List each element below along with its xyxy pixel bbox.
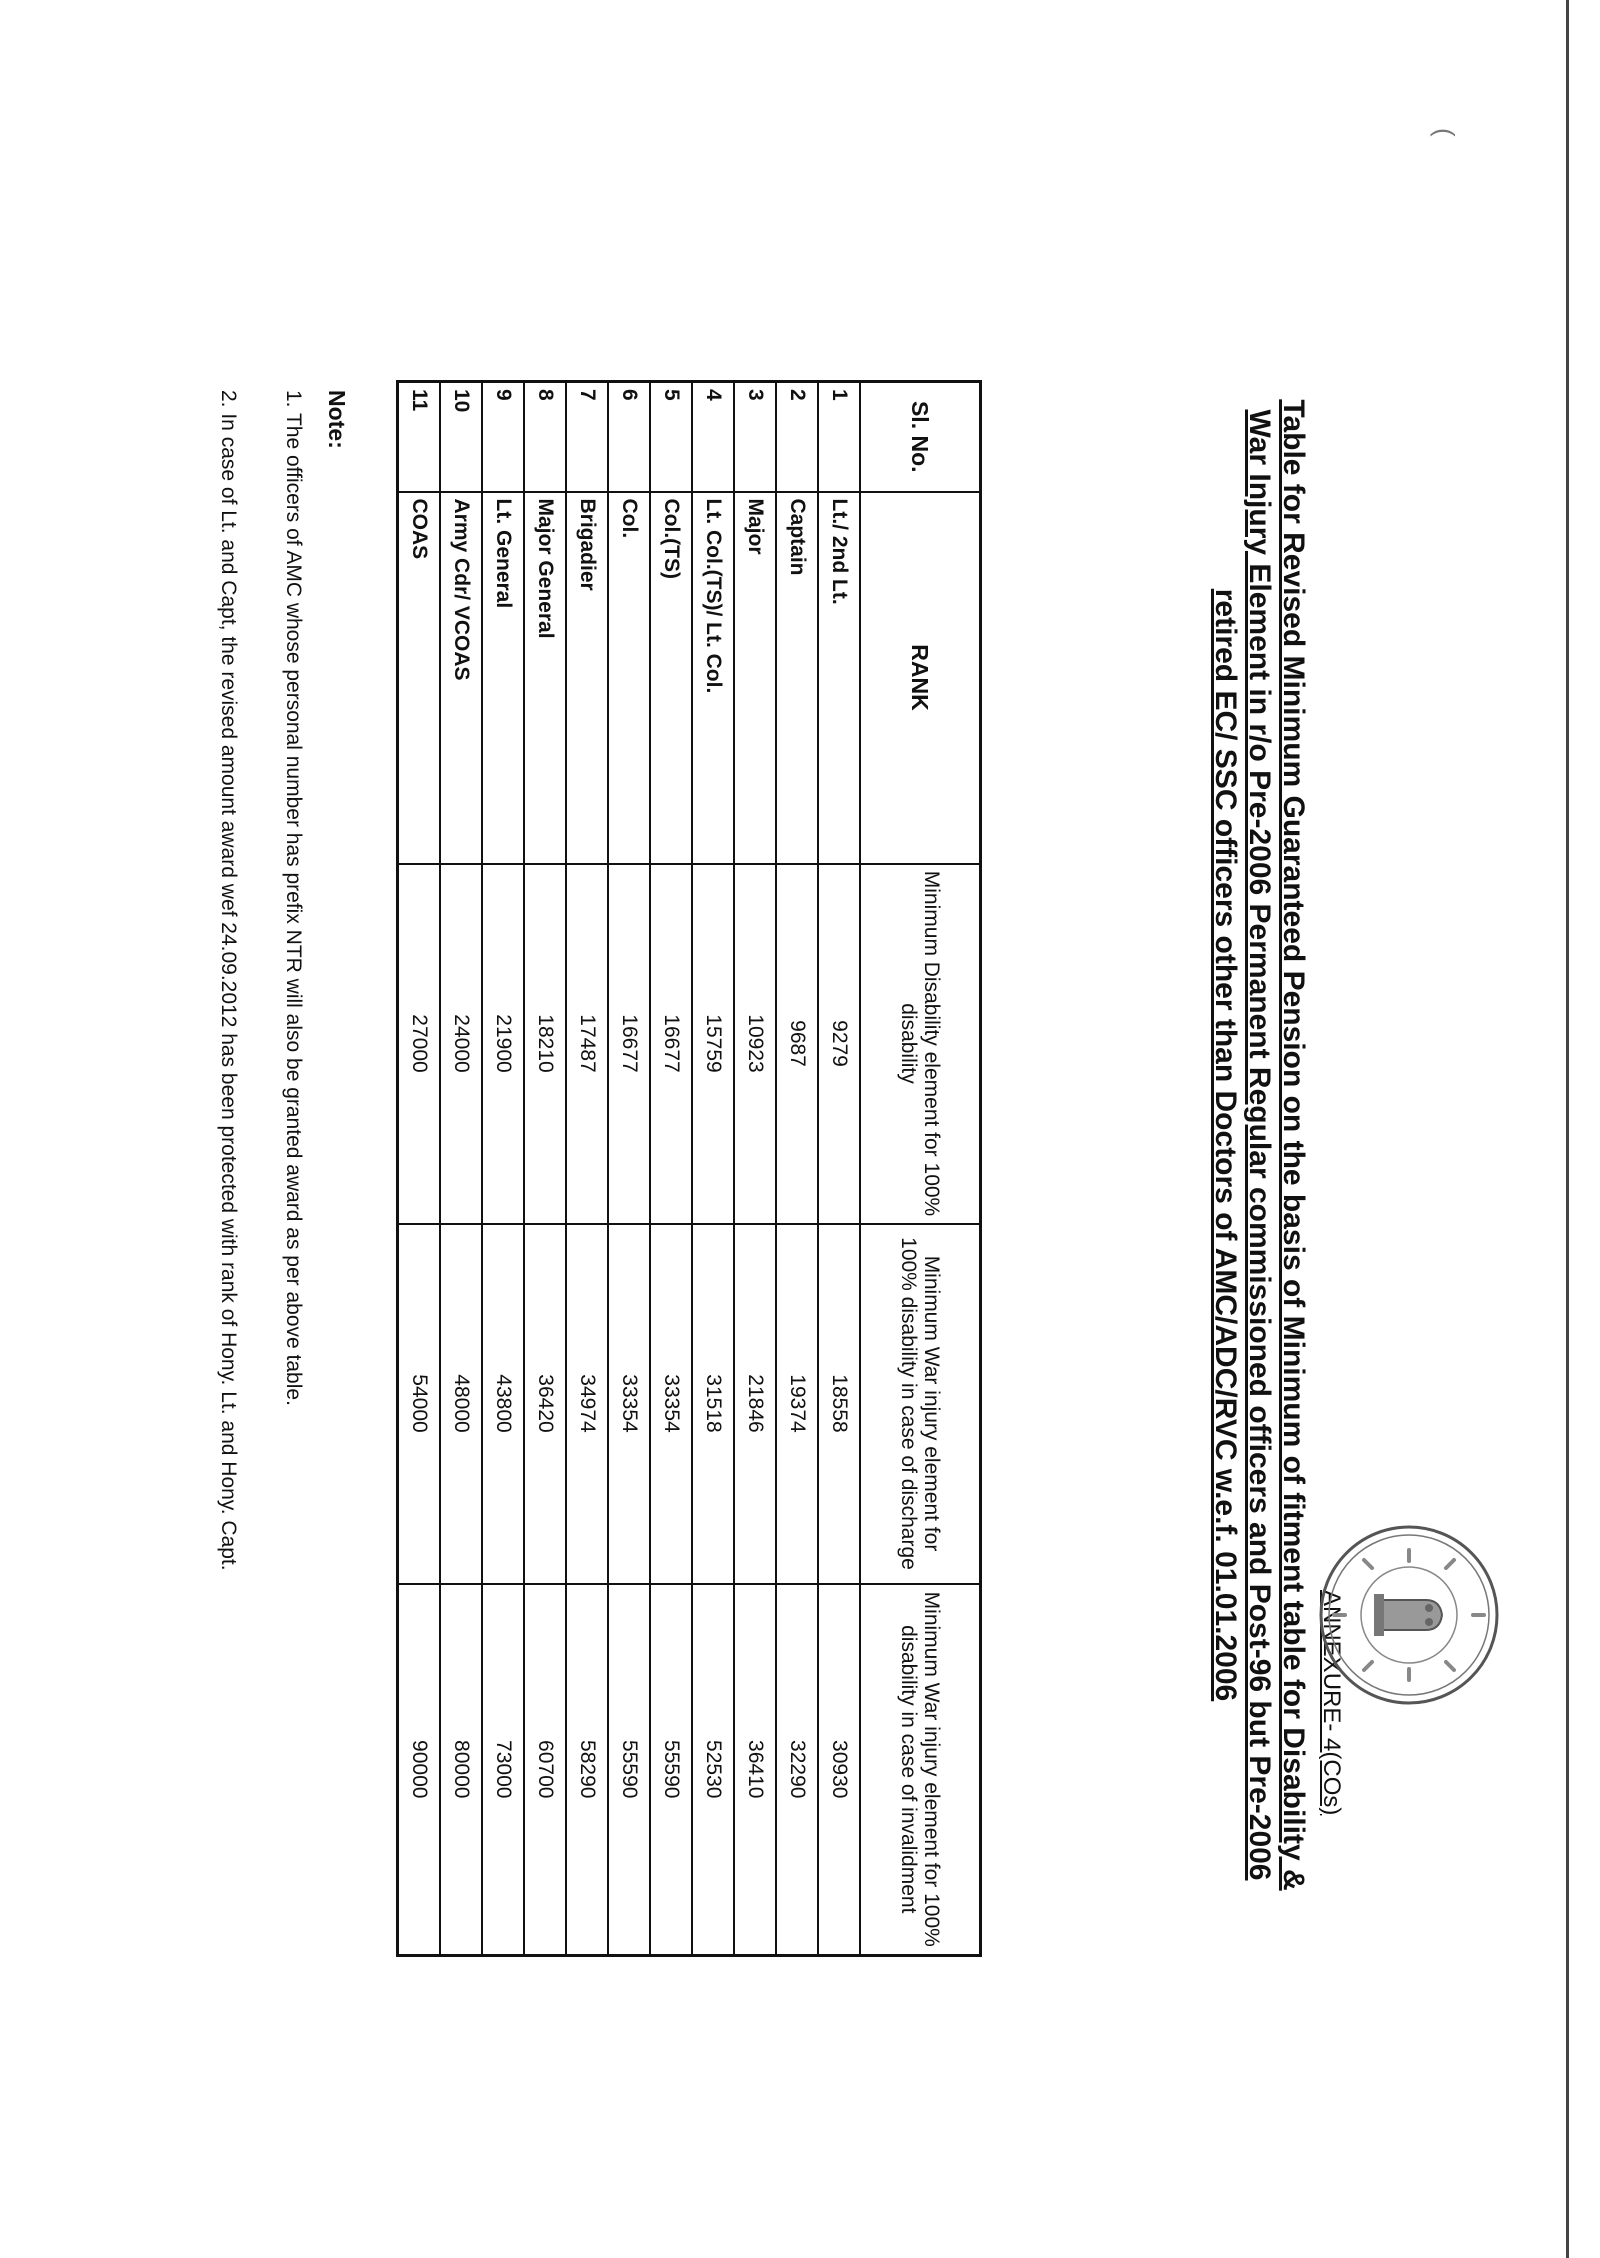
cell-war-discharge: 34974 bbox=[566, 1224, 608, 1584]
header-sl-no: Sl. No. bbox=[860, 382, 981, 492]
table-row bbox=[482, 382, 524, 1956]
table-row bbox=[692, 382, 734, 1956]
cell-disability: 21900 bbox=[482, 864, 524, 1224]
cell-sl-no: 7 bbox=[566, 382, 608, 492]
cell-disability: 16677 bbox=[608, 864, 650, 1224]
table-row bbox=[566, 382, 608, 1956]
cell-war-discharge: 19374 bbox=[776, 1224, 818, 1584]
cell-sl-no: 6 bbox=[608, 382, 650, 492]
cell-war-invalidment: 36410 bbox=[734, 1584, 776, 1956]
cell-disability: 9279 bbox=[818, 864, 860, 1224]
cell-war-invalidment: 80000 bbox=[440, 1584, 482, 1956]
cell-rank: Lt./ 2nd Lt. bbox=[818, 492, 860, 864]
cell-war-discharge: 33354 bbox=[650, 1224, 692, 1584]
cell-war-discharge: 36420 bbox=[524, 1224, 566, 1584]
cell-sl-no: 4 bbox=[692, 382, 734, 492]
cell-sl-no: 10 bbox=[440, 382, 482, 492]
cell-war-invalidment: 90000 bbox=[398, 1584, 441, 1956]
note-item: 2. In case of Lt. and Capt, the revised amount award wef 24.09.2012 has been protected with rank of Hony. Lt. and Hony. Capt. bbox=[217, 390, 240, 1571]
emblem-icon bbox=[1374, 1594, 1442, 1636]
table-row bbox=[608, 382, 650, 1956]
cell-war-invalidment: 55590 bbox=[608, 1584, 650, 1956]
cell-disability: 18210 bbox=[524, 864, 566, 1224]
cell-rank: Major General bbox=[524, 492, 566, 864]
official-seal bbox=[1314, 1520, 1504, 1710]
cell-rank: Col.(TS) bbox=[650, 492, 692, 864]
cell-rank: Major bbox=[734, 492, 776, 864]
cell-rank: Lt. General bbox=[482, 492, 524, 864]
document-title: Table for Revised Minimum Guaranteed Pension on the basis of Minimum of fitment table for Disability & War Injury Element in r/o Pre-2006 Permanent Regular commissioned officers and Post-96 but Pre-2006 retired EC/ SSC officers other than Doctors of AMC/ADC/RVC w.e.f. 01.01.2006 bbox=[1209, 399, 1310, 1891]
cell-war-discharge: 48000 bbox=[440, 1224, 482, 1584]
table-row bbox=[650, 382, 692, 1956]
table-row bbox=[398, 382, 441, 1956]
cell-disability: 15759 bbox=[692, 864, 734, 1224]
table-header-row bbox=[860, 382, 981, 1956]
cell-disability: 24000 bbox=[440, 864, 482, 1224]
annexure-label: ANNEXURE- 4(COs) bbox=[1318, 1590, 1345, 1816]
cell-war-invalidment: 73000 bbox=[482, 1584, 524, 1956]
cell-sl-no: 5 bbox=[650, 382, 692, 492]
cell-sl-no: 9 bbox=[482, 382, 524, 492]
header-war-injury-invalidment: Minimum War injury element for 100% disability in case of invalidment bbox=[860, 1584, 981, 1956]
cell-rank: Brigadier bbox=[566, 492, 608, 864]
pen-mark: ( bbox=[1430, 128, 1460, 137]
cell-war-invalidment: 58290 bbox=[566, 1584, 608, 1956]
table-row bbox=[440, 382, 482, 1956]
cell-sl-no: 11 bbox=[398, 382, 441, 492]
cell-disability: 16677 bbox=[650, 864, 692, 1224]
cell-disability: 9687 bbox=[776, 864, 818, 1224]
cell-war-discharge: 43800 bbox=[482, 1224, 524, 1584]
table-row bbox=[734, 382, 776, 1956]
cell-rank: Lt. Col.(TS)/ Lt. Col. bbox=[692, 492, 734, 864]
cell-rank: COAS bbox=[398, 492, 441, 864]
note-heading: Note: bbox=[324, 390, 350, 449]
cell-war-invalidment: 30930 bbox=[818, 1584, 860, 1956]
cell-war-discharge: 18558 bbox=[818, 1224, 860, 1584]
cell-disability: 17487 bbox=[566, 864, 608, 1224]
cell-sl-no: 3 bbox=[734, 382, 776, 492]
pension-table bbox=[396, 380, 982, 1957]
cell-sl-no: 2 bbox=[776, 382, 818, 492]
cell-war-discharge: 54000 bbox=[398, 1224, 441, 1584]
cell-war-invalidment: 52530 bbox=[692, 1584, 734, 1956]
cell-disability: 27000 bbox=[398, 864, 441, 1224]
cell-war-discharge: 21846 bbox=[734, 1224, 776, 1584]
header-war-injury-discharge: Minimum War injury element for 100% disability in case of discharge bbox=[860, 1224, 981, 1584]
cell-war-invalidment: 32290 bbox=[776, 1584, 818, 1956]
cell-sl-no: 8 bbox=[524, 382, 566, 492]
cell-war-discharge: 31518 bbox=[692, 1224, 734, 1584]
note-item: 1. The officers of AMC whose personal number has prefix NTR will also be granted award as per above table. bbox=[282, 390, 305, 1406]
cell-war-discharge: 33354 bbox=[608, 1224, 650, 1584]
table-row bbox=[818, 382, 860, 1956]
cell-war-invalidment: 55590 bbox=[650, 1584, 692, 1956]
cell-rank: Captain bbox=[776, 492, 818, 864]
cell-rank: Army Cdr/ VCOAS bbox=[440, 492, 482, 864]
cell-war-invalidment: 60700 bbox=[524, 1584, 566, 1956]
table-row bbox=[776, 382, 818, 1956]
header-disability-element: Minimum Disability element for 100% disability bbox=[860, 864, 981, 1224]
cell-sl-no: 1 bbox=[818, 382, 860, 492]
cell-rank: Col. bbox=[608, 492, 650, 864]
table-row bbox=[524, 382, 566, 1956]
header-rank: RANK bbox=[860, 492, 981, 864]
cell-disability: 10923 bbox=[734, 864, 776, 1224]
